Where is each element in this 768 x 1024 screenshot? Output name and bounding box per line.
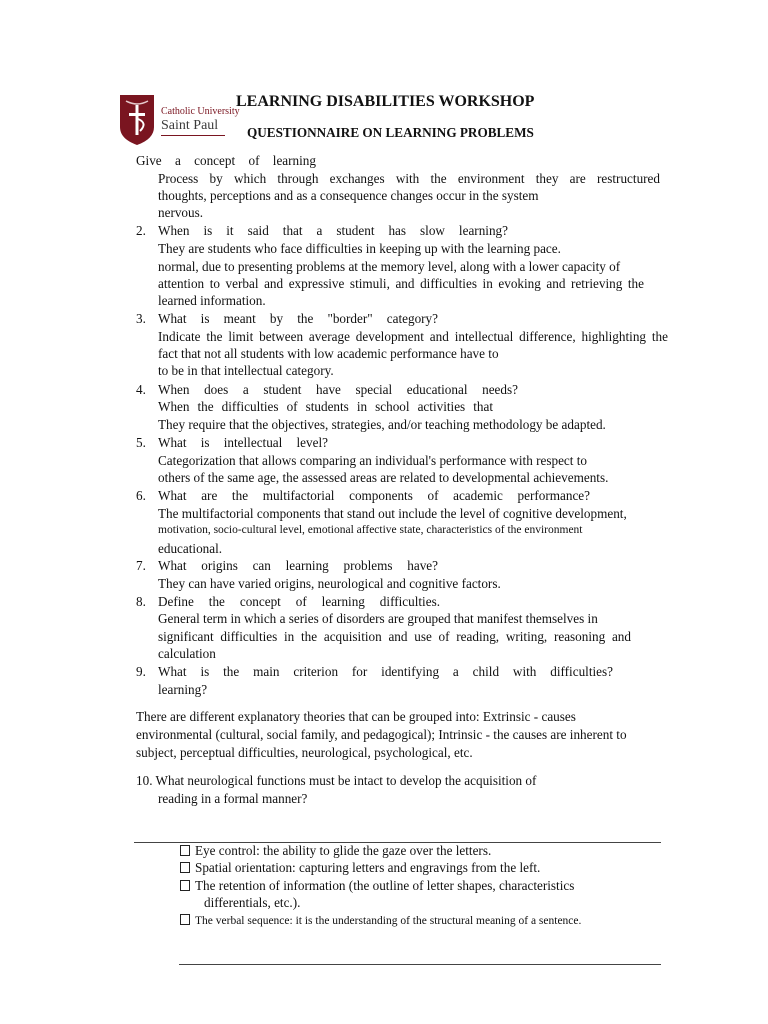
answer-7-line-1: They can have varied origins, neurological and cognitive factors. (158, 576, 501, 591)
question-3: What is meant by the "border" category? (158, 311, 438, 326)
answer-8-line-1: General term in which a series of disorders are grouped that manifest themselves in (158, 611, 598, 626)
bullet-text-continued: differentials, etc.). (204, 895, 301, 910)
answer-5-line-2: others of the same age, the assessed areas are related to developmental achievements. (158, 470, 609, 485)
answer-2-line-3: attention to verbal and expressive stimuli, and difficulties in evoking and retrieving the (158, 276, 644, 291)
question-1: Give a concept of learning (136, 153, 316, 168)
answer-6-line-1: The multifactorial components that stand out include the level of cognitive development, (158, 506, 627, 521)
question-2: When is it said that a student has slow learning? (158, 223, 508, 238)
page-subtitle: QUESTIONNAIRE ON LEARNING PROBLEMS (247, 125, 534, 140)
question-6: What are the multifactorial components of academic performance? (158, 488, 590, 503)
question-5-number: 5. (136, 435, 146, 450)
question-8-number: 8. (136, 594, 146, 609)
question-9-number: 9. (136, 664, 146, 679)
question-9: What is the main criterion for identifying a child with difficulties? (158, 664, 613, 679)
question-2-number: 2. (136, 223, 146, 238)
bullet-item (180, 859, 540, 876)
university-logo (118, 93, 240, 147)
theories-line-1: There are different explanatory theories that can be grouped into: Extrinsic - causes (136, 709, 576, 724)
question-10-continued: reading in a formal manner? (158, 791, 308, 806)
answer-1-line-1: Process by which through exchanges with the environment they are restructured (158, 171, 660, 186)
question-6-number: 6. (136, 488, 146, 503)
answer-6-line-2: motivation, socio-cultural level, emotional affective state, characteristics of the environment (158, 524, 583, 536)
bullet-text: Spatial orientation: capturing letters and engravings from the left. (195, 860, 541, 875)
section-bottom-rule (179, 964, 661, 965)
answer-8-line-2: significant difficulties in the acquisition and use of reading, writing, reasoning and (158, 629, 631, 644)
answer-4-line-1: When the difficulties of students in school activities that (158, 399, 493, 414)
answer-4-line-2: They require that the objectives, strategies, and/or teaching methodology be adapted. (158, 417, 606, 432)
bullet-item (180, 842, 491, 859)
checkbox-icon (180, 880, 190, 891)
answer-3-line-2: fact that not all students with low academic performance have to (158, 346, 499, 361)
answer-1-line-3: nervous. (158, 205, 204, 220)
logo-text-bottom: Saint Paul (161, 118, 219, 133)
question-7: What origins can learning problems have? (158, 558, 438, 573)
question-4: When does a student have special educational needs? (158, 382, 518, 397)
answer-2-line-2: normal, due to presenting problems at the memory level, along with a lower capacity of (158, 259, 621, 274)
bullet-text: Eye control: the ability to glide the gaze over the letters. (195, 843, 492, 858)
logo-text-top: Catholic University (161, 106, 240, 117)
checkbox-icon (180, 914, 190, 925)
question-8: Define the concept of learning difficulties. (158, 594, 440, 609)
answer-3-line-1: Indicate the limit between average development and intellectual difference, highlighting the (158, 329, 668, 344)
checkbox-icon (180, 862, 190, 873)
answer-1-line-2: thoughts, perceptions and as a consequence changes occur in the system (158, 188, 539, 203)
logo-divider (161, 135, 225, 136)
theories-line-2: environmental (cultural, social family, and pedagogical); Intrinsic - the causes are inherent to (136, 727, 627, 742)
bullet-text: The verbal sequence: it is the understanding of the structural meaning of a sentence. (195, 915, 582, 927)
university-shield-icon (118, 93, 156, 147)
answer-2-line-4: learned information. (158, 293, 266, 308)
question-5: What is intellectual level? (158, 435, 328, 450)
question-10: 10. What neurological functions must be intact to develop the acquisition of (136, 773, 537, 788)
bullet-text: The retention of information (the outline of letter shapes, characteristics (195, 878, 575, 893)
bullet-item (180, 913, 581, 930)
bullet-item (180, 877, 614, 894)
theories-line-3: subject, perceptual difficulties, neurological, psychological, etc. (136, 745, 473, 760)
question-3-number: 3. (136, 311, 146, 326)
answer-5-line-1: Categorization that allows comparing an individual's performance with respect to (158, 453, 588, 468)
question-4-number: 4. (136, 382, 146, 397)
answer-6-line-3: educational. (158, 541, 223, 556)
page-title: LEARNING DISABILITIES WORKSHOP (236, 93, 535, 110)
answer-2-line-1: They are students who face difficulties in keeping up with the learning pace. (158, 241, 561, 256)
question-9-continued: learning? (158, 682, 208, 697)
answer-3-line-3: to be in that intellectual category. (158, 363, 334, 378)
answer-8-line-3: calculation (158, 646, 216, 661)
question-7-number: 7. (136, 558, 146, 573)
checkbox-icon (180, 845, 190, 856)
